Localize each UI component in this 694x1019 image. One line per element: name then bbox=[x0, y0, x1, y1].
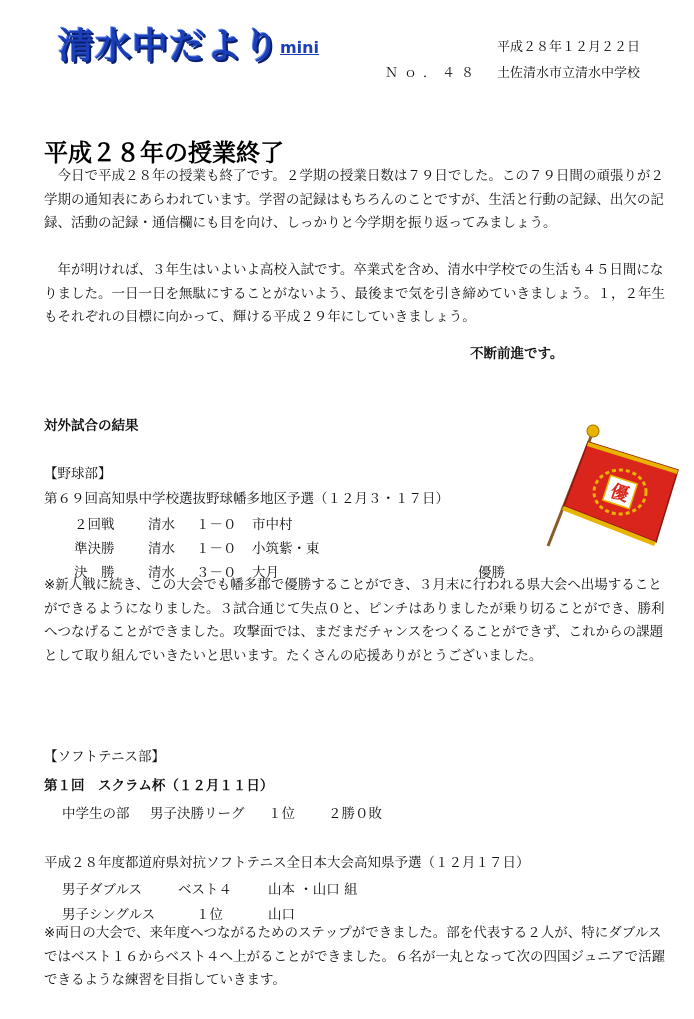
game-team: 清水 bbox=[148, 541, 175, 557]
singles-rank: １位 bbox=[196, 907, 223, 923]
singles-players: 山口 bbox=[268, 907, 295, 923]
baseball-label: 【野球部】 bbox=[44, 466, 112, 482]
game-team: 清水 bbox=[148, 565, 175, 581]
article-paragraph-2: 年が明ければ、３年生はいよいよ高校入試です。卒業式を含め、清水中学校での生活も４５日間になりました。一日一日を無駄にすることがないよう、最後まで気を引き締めていきましょう。１，２年生もそれぞれの目標に向かって、輝ける平成２９年にしていきましょう。 bbox=[44, 262, 665, 325]
game-opponent: 小筑紫・東 bbox=[252, 541, 320, 557]
victory-flag-icon bbox=[530, 418, 680, 548]
game-round: 決 勝 bbox=[74, 565, 115, 581]
school-name: 土佐清水市立清水中学校 bbox=[497, 66, 641, 81]
masthead-title: 清水中だより bbox=[58, 26, 281, 67]
issue-number: Ｎｏ．４８ bbox=[385, 66, 481, 81]
game-team: 清水 bbox=[148, 517, 175, 533]
singles-event: 男子シングルス bbox=[62, 907, 156, 923]
game-opponent: 市中村 bbox=[252, 517, 293, 533]
softtennis-label: 【ソフトテニス部】 bbox=[44, 749, 165, 765]
softtennis-note: ※両日の大会で、来年度へつながるためのステップができました。部を代表する２人が、特にダブルスではベスト１６からベスト４へ上がることができました。６名が一丸となって次の四国ジュニアで活躍できるような練習を目指していきます。 bbox=[44, 925, 666, 988]
issue-date: 平成２８年１２月２２日 bbox=[497, 40, 641, 55]
game-round: ２回戦 bbox=[74, 517, 115, 533]
article-paragraph-1: 今日で平成２８年の授業も終了です。２学期の授業日数は７９日でした。この７９日間の頑張りが２学期の通知表にあらわれています。学習の記録はもちろんのことですが、生活と行動の記録、出欠の記録、活動の記録・通信欄にも目を向け、しっかりと今学期を振り返ってみましょう。 bbox=[44, 168, 664, 231]
masthead-mini: mini bbox=[280, 38, 320, 57]
result-rank: １位 bbox=[268, 806, 295, 822]
motto: 不断前進です。 bbox=[470, 346, 564, 362]
game-score: １－０ bbox=[196, 541, 237, 557]
baseball-note: ※新人戦に続き、この大会でも幡多郡で優勝することができ、３月末に行われる県大会へ出場することができるようになりました。３試合通じて失点０と、ピンチはありましたが乗り切ることができ、勝利へつなげることができました。攻撃面では、まだまだチャンスをつくることができず、これからの課題として取り組んでいきたいと思います。たくさんの応援ありがとうございました。 bbox=[44, 577, 665, 664]
game-score: １－０ bbox=[196, 517, 237, 533]
softtennis-tournament-2: 平成２８年度都道府県対抗ソフトテニス全日本大会高知県予選（１２月１７日） bbox=[44, 855, 530, 871]
doubles-rank: ベスト４ bbox=[178, 882, 232, 898]
article-title: 平成２８年の授業終了 bbox=[44, 139, 284, 167]
doubles-players: 山本 ・山口 組 bbox=[268, 882, 358, 898]
baseball-tournament: 第６９回高知県中学校選抜野球幡多地区予選（１２月３・１７日） bbox=[44, 491, 449, 507]
results-heading: 対外試合の結果 bbox=[44, 418, 139, 434]
flag-character: 優 bbox=[607, 480, 632, 507]
softtennis-tournament-1: 第１回 スクラム杯（１２月１１日） bbox=[44, 778, 274, 794]
result-division: 中学生の部 bbox=[62, 806, 130, 822]
game-opponent: 大月 bbox=[252, 565, 279, 581]
game-round: 準決勝 bbox=[74, 541, 115, 557]
baseball-result: 優勝 bbox=[478, 565, 505, 581]
doubles-event: 男子ダブルス bbox=[62, 882, 143, 898]
result-record: ２勝０敗 bbox=[328, 806, 382, 822]
game-score: ３－０ bbox=[196, 565, 237, 581]
result-league: 男子決勝リーグ bbox=[150, 806, 245, 822]
